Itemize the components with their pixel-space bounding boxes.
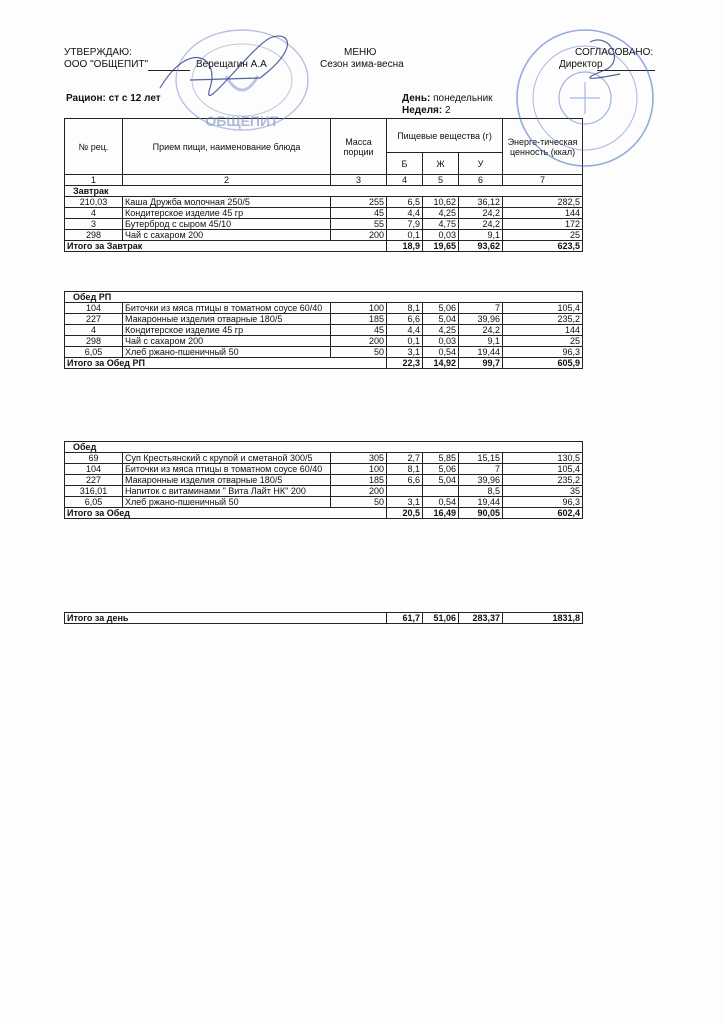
recipe-number-cell: 3 (65, 219, 123, 230)
recipe-number-cell: 104 (65, 464, 123, 475)
col-header-protein: Б (387, 153, 423, 175)
carbs-cell: 39,96 (459, 475, 503, 486)
total-cell: 14,92 (423, 358, 459, 369)
mass-cell: 45 (331, 325, 387, 336)
menu-table-breakfast (64, 118, 583, 252)
mass-cell: 200 (331, 230, 387, 241)
table-row (65, 497, 583, 508)
energy-cell: 235,2 (503, 314, 583, 325)
table-row (65, 347, 583, 358)
menu-title: МЕНЮ (344, 47, 377, 58)
mass-cell: 200 (331, 486, 387, 497)
carbs-cell: 24,2 (459, 219, 503, 230)
protein-cell: 4,4 (387, 208, 423, 219)
fat-cell: 0,03 (423, 230, 459, 241)
idx-cell: 5 (423, 175, 459, 186)
fat-cell: 5,04 (423, 475, 459, 486)
total-cell: 605,9 (503, 358, 583, 369)
mass-cell: 45 (331, 208, 387, 219)
table-row (65, 325, 583, 336)
recipe-number-cell: 4 (65, 325, 123, 336)
dish-name-cell: Суп Крестьянский с крупой и сметаной 300/5 (123, 453, 331, 464)
carbs-cell: 9,1 (459, 336, 503, 347)
carbs-cell: 9,1 (459, 230, 503, 241)
fat-cell: 0,03 (423, 336, 459, 347)
total-cell: 602,4 (503, 508, 583, 519)
energy-cell: 25 (503, 336, 583, 347)
mass-cell: 255 (331, 197, 387, 208)
energy-cell: 144 (503, 208, 583, 219)
menu-table-lunch-rp (64, 291, 583, 369)
approver-name: Верещагин А.А (196, 59, 267, 70)
carbs-cell: 7 (459, 464, 503, 475)
protein-cell: 7,9 (387, 219, 423, 230)
mass-cell: 185 (331, 314, 387, 325)
fat-cell: 0,54 (423, 347, 459, 358)
mass-cell: 100 (331, 464, 387, 475)
stamp-text: ОБЩЕПИТ (205, 113, 279, 129)
dish-name-cell: Хлеб ржано-пшеничный 50 (123, 347, 331, 358)
signature-line (148, 70, 190, 71)
week-row (402, 105, 451, 117)
season-label: Сезон зима-весна (320, 59, 404, 70)
table-row (65, 336, 583, 347)
dish-name-cell: Чай с сахаром 200 (123, 230, 331, 241)
recipe-number-cell: 227 (65, 314, 123, 325)
col-header-recipe: № рец. (65, 119, 123, 175)
col-header-energy: Энерге-тическая ценность (ккал) (503, 119, 583, 175)
fat-cell: 4,25 (423, 208, 459, 219)
fat-cell: 4,75 (423, 219, 459, 230)
recipe-number-cell: 298 (65, 336, 123, 347)
recipe-number-cell: 6,05 (65, 347, 123, 358)
mass-cell: 55 (331, 219, 387, 230)
protein-cell: 3,1 (387, 347, 423, 358)
table-row (65, 475, 583, 486)
mass-cell: 50 (331, 497, 387, 508)
energy-cell: 35 (503, 486, 583, 497)
organization-name: ООО "ОБЩЕПИТ" (64, 59, 149, 70)
total-cell: 16,49 (423, 508, 459, 519)
protein-cell: 3,1 (387, 497, 423, 508)
section-title-breakfast: Завтрак (65, 186, 583, 197)
recipe-number-cell: 298 (65, 230, 123, 241)
approved-label: УТВЕРЖДАЮ: (64, 47, 132, 58)
protein-cell: 6,6 (387, 475, 423, 486)
table-row (65, 208, 583, 219)
dish-name-cell: Кондитерское изделие 45 гр (123, 208, 331, 219)
dish-name-cell: Биточки из мяса птицы в томатном соусе 60/40 (123, 303, 331, 314)
recipe-number-cell: 69 (65, 453, 123, 464)
table-row (65, 314, 583, 325)
week-label: Неделя: (402, 105, 443, 116)
day-total-cell: 51,06 (423, 613, 459, 624)
carbs-cell: 19,44 (459, 497, 503, 508)
dish-name-cell: Чай с сахаром 200 (123, 336, 331, 347)
table-row (65, 197, 583, 208)
total-label: Итого за Завтрак (65, 241, 387, 252)
fat-cell: 5,06 (423, 464, 459, 475)
total-cell: 90,05 (459, 508, 503, 519)
dish-name-cell: Бутерброд с сыром 45/10 (123, 219, 331, 230)
director-label: Директор (559, 59, 603, 70)
week-value: 2 (445, 105, 451, 116)
fat-cell: 4,25 (423, 325, 459, 336)
dish-name-cell: Напиток с витаминами " Вита Лайт НК" 200 (123, 486, 331, 497)
day-total-cell: 61,7 (387, 613, 423, 624)
energy-cell: 130,5 (503, 453, 583, 464)
protein-cell: 0,1 (387, 230, 423, 241)
fat-cell: 5,06 (423, 303, 459, 314)
energy-cell: 282,5 (503, 197, 583, 208)
ration-label: Рацион: ст с 12 лет (66, 93, 161, 104)
column-index-row (65, 175, 583, 186)
carbs-cell: 8,5 (459, 486, 503, 497)
fat-cell: 5,85 (423, 453, 459, 464)
idx-cell: 4 (387, 175, 423, 186)
carbs-cell: 36,12 (459, 197, 503, 208)
mass-cell: 100 (331, 303, 387, 314)
mass-cell: 185 (331, 475, 387, 486)
table-row (65, 453, 583, 464)
total-cell: 18,9 (387, 241, 423, 252)
day-row (402, 93, 493, 105)
protein-cell: 8,1 (387, 303, 423, 314)
energy-cell: 172 (503, 219, 583, 230)
table-row (65, 230, 583, 241)
protein-cell: 0,1 (387, 336, 423, 347)
energy-cell: 144 (503, 325, 583, 336)
dish-name-cell: Макаронные изделия отварные 180/5 (123, 314, 331, 325)
total-cell: 93,62 (459, 241, 503, 252)
total-cell: 623,5 (503, 241, 583, 252)
recipe-number-cell: 210,03 (65, 197, 123, 208)
section-title-lunch: Обед (65, 442, 583, 453)
col-header-dish: Прием пищи, наименование блюда (123, 119, 331, 175)
mass-cell: 200 (331, 336, 387, 347)
total-cell: 99,7 (459, 358, 503, 369)
total-cell: 20,5 (387, 508, 423, 519)
energy-cell: 235,2 (503, 475, 583, 486)
carbs-cell: 24,2 (459, 325, 503, 336)
recipe-number-cell: 316,01 (65, 486, 123, 497)
agreed-label: СОГЛАСОВАНО: (575, 47, 654, 58)
idx-cell: 1 (65, 175, 123, 186)
col-header-mass: Масса порции (331, 119, 387, 175)
fat-cell: 10,62 (423, 197, 459, 208)
energy-cell: 105,4 (503, 303, 583, 314)
dish-name-cell: Хлеб ржано-пшеничный 50 (123, 497, 331, 508)
energy-cell: 105,4 (503, 464, 583, 475)
idx-cell: 6 (459, 175, 503, 186)
dish-name-cell: Каша Дружба молочная 250/5 (123, 197, 331, 208)
table-row (65, 219, 583, 230)
energy-cell: 96,3 (503, 347, 583, 358)
total-label: Итого за Обед РП (65, 358, 387, 369)
protein-cell: 6,6 (387, 314, 423, 325)
carbs-cell: 15,15 (459, 453, 503, 464)
menu-table-lunch (64, 441, 583, 519)
idx-cell: 2 (123, 175, 331, 186)
total-cell: 19,65 (423, 241, 459, 252)
protein-cell: 8,1 (387, 464, 423, 475)
table-row (65, 486, 583, 497)
dish-name-cell: Макаронные изделия отварные 180/5 (123, 475, 331, 486)
total-label: Итого за Обед (65, 508, 387, 519)
col-header-fat: Ж (423, 153, 459, 175)
recipe-number-cell: 104 (65, 303, 123, 314)
energy-cell: 96,3 (503, 497, 583, 508)
day-total-cell: 283,37 (459, 613, 503, 624)
fat-cell (423, 486, 459, 497)
energy-cell: 25 (503, 230, 583, 241)
director-signature-line (597, 70, 655, 71)
protein-cell: 6,5 (387, 197, 423, 208)
day-value: понедельник (433, 93, 493, 104)
fat-cell: 5,04 (423, 314, 459, 325)
protein-cell: 4,4 (387, 325, 423, 336)
table-row (65, 303, 583, 314)
fat-cell: 0,54 (423, 497, 459, 508)
table-row (65, 464, 583, 475)
day-total-cell: 1831,8 (503, 613, 583, 624)
mass-cell: 50 (331, 347, 387, 358)
idx-cell: 3 (331, 175, 387, 186)
col-header-nutrients: Пищевые вещества (г) (387, 119, 503, 153)
day-total-label: Итого за день (65, 613, 387, 624)
recipe-number-cell: 4 (65, 208, 123, 219)
recipe-number-cell: 6,05 (65, 497, 123, 508)
carbs-cell: 39,96 (459, 314, 503, 325)
idx-cell: 7 (503, 175, 583, 186)
dish-name-cell: Биточки из мяса птицы в томатном соусе 60/40 (123, 464, 331, 475)
mass-cell: 305 (331, 453, 387, 464)
total-cell: 22,3 (387, 358, 423, 369)
col-header-carbs: У (459, 153, 503, 175)
recipe-number-cell: 227 (65, 475, 123, 486)
day-label: День: (402, 93, 431, 104)
protein-cell (387, 486, 423, 497)
section-title-lunch-rp: Обед РП (65, 292, 583, 303)
menu-table-day-total (64, 612, 583, 624)
carbs-cell: 7 (459, 303, 503, 314)
carbs-cell: 19,44 (459, 347, 503, 358)
carbs-cell: 24,2 (459, 208, 503, 219)
protein-cell: 2,7 (387, 453, 423, 464)
dish-name-cell: Кондитерское изделие 45 гр (123, 325, 331, 336)
